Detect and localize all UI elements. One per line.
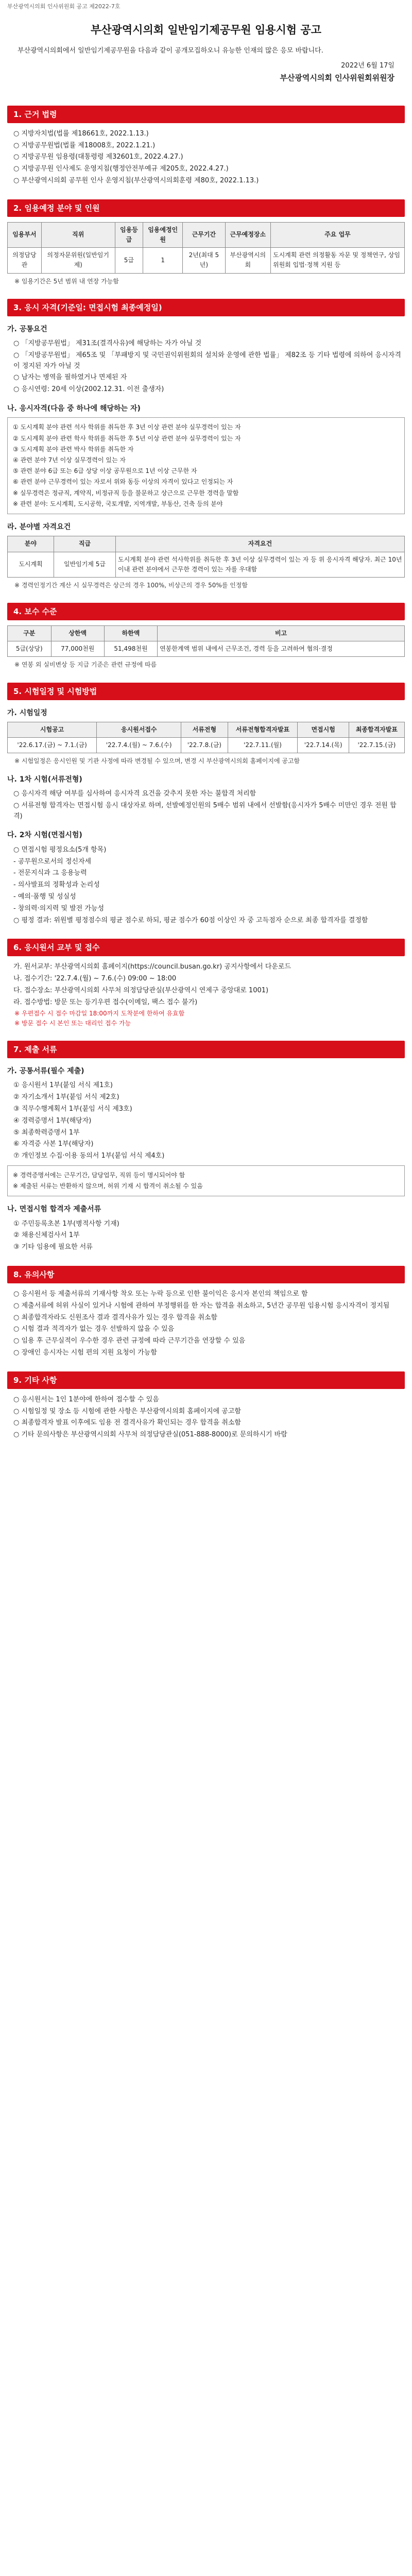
section-application-heading: 6. 응시원서 교부 및 접수 [7,939,405,956]
interview-heading: 다. 2차 시험(면접시험) [7,831,82,840]
list-item: ○ 최종합격자 발표 이후에도 임용 전 결격사유가 확인되는 경우 합격을 취소함 [13,1419,241,1427]
list-item: ④ 관련 분야 7년 이상 실무경력이 있는 자 [13,456,126,464]
issuing-organization: 부산광역시의회 인사위원회위원장 [280,73,394,82]
list-item: ○ 「지방공무원법」 제31조(결격사유)에 해당하는 자가 아닐 것 [13,340,202,348]
list-item: ○ 응시자격 해당 여부를 심사하여 응시자격 요건을 갖추지 못한 자는 불합격 처리함 [13,790,256,798]
table-cell: '22.7.15.(금) [349,738,404,753]
list-item: ① 도시계획 분야 관련 석사 학위를 취득한 후 3년 이상 관련 분야 실무경력이 있는 자 [13,423,241,431]
application-list [7,961,405,1008]
table-cell: '22.7.4.(월) ~ 7.6.(수) [97,738,181,753]
list-item: ○ 최종합격자라도 신원조사 결과 결격사유가 있는 경우 합격을 취소함 [13,1313,218,1321]
interview-list [7,844,405,927]
list-item: 라. 접수방법: 방문 또는 등기우편 접수(이메일, 팩스 접수 불가) [13,998,198,1006]
table-header: 근무예정장소 [225,222,270,247]
page-title: 부산광역시의회 일반임기제공무원 임용시험 공고 [91,23,321,36]
table-header: 임용등급 [115,222,143,247]
list-item: ○ 응시원서 등 제출서류의 기재사항 착오 또는 누락 등으로 인한 불이익은 응시자 본인의 책임으로 함 [13,1290,308,1298]
list-item: ○ 지방공무원 임용령(대통령령 제32601호, 2022.4.27.) [13,153,183,161]
table-cell: 연봉한계액 범위 내에서 근무조건, 경력 등을 고려하여 협의·결정 [158,641,405,657]
table-cell: 5급 [115,248,143,273]
table-cell: 의정자문위원(일반임기제) [41,248,115,273]
table-cell: 51,498천원 [104,641,157,657]
final-documents-heading: 나. 면접시험 합격자 제출서류 [7,1205,101,1214]
table-header: 비고 [158,626,405,641]
intro-text: 부산광역시의회에서 일반임기제공무원을 다음과 같이 공개모집하오니 유능한 인재의 많은 응모 바랍니다. [18,47,323,55]
common-requirements-list [7,338,405,396]
list-item: ○ 지방공무원법(법률 제18008호, 2022.1.21.) [13,141,156,149]
table-header: 임용예정인원 [143,222,183,247]
section-schedule-heading: 5. 시험일정 및 시험방법 [7,683,405,700]
list-item: ③ 직무수행계획서 1부(붙임 서식 제3호) [13,1105,132,1113]
list-item: ※ 경력증명서에는 근무기간, 담당업무, 직위 등이 명시되어야 함 [13,1171,185,1179]
table-header: 하한액 [104,626,157,641]
list-item: ④ 경력증명서 1부(해당자) [13,1116,92,1125]
list-item: ○ 서류전형 합격자는 면접시험 응시 대상자로 하며, 선발예정인원의 5배수 범위 내에서 선발함(응시자가 5배수 미만인 경우 전원 합격) [13,801,397,820]
table-header: 서류전형 [181,722,228,738]
list-item: - 공무원으로서의 정신자세 [13,857,92,866]
table-header: 주요 업무 [271,222,405,247]
cautions-list [7,1289,405,1359]
table-cell: 2년(최대 5년) [183,248,225,273]
list-item: ⑦ 개인정보 수집·이용 동의서 1부(붙임 서식 제4호) [13,1152,165,1160]
notice-number: 부산광역시의회 인사위원회 공고 제2022-7호 [7,3,121,10]
section-eligibility-heading: 3. 응시 자격(기준일: 면접시험 최종예정일) [7,299,405,316]
list-item: ○ 응시연령: 20세 이상(2002.12.31. 이전 출생자) [13,385,164,394]
list-item: ○ 남자는 병역을 필하였거나 면제된 자 [13,374,127,382]
table-cell: 77,000천원 [51,641,104,657]
list-item: ○ 면접시험 평정요소(5개 항목) [13,845,107,854]
list-item: - 전문지식과 그 응용능력 [13,869,87,877]
table-row [8,641,405,657]
list-item: ③ 기타 임용에 필요한 서류 [13,1243,93,1251]
table-cell: '22.6.17.(금) ~ 7.1.(금) [8,738,97,753]
table-row [8,248,405,273]
field-requirements-note: ※ 경력인정기간 계산 시 실무경력은 상근의 경우 100%, 비상근의 경우 50%를 인정함 [14,581,248,589]
other-list [7,1394,405,1441]
qualification-heading: 나. 응시자격(다음 중 하나에 해당하는 자) [7,404,141,413]
table-header: 서류전형합격자발표 [228,722,298,738]
list-item: ③ 도시계획 분야 관련 박사 학위를 취득한 자 [13,445,134,453]
application-note: ※ 방문 접수 시 본인 또는 대리인 접수 가능 [14,1019,131,1027]
list-item: ② 채용신체검사서 1부 [13,1231,80,1240]
list-item: ○ 평정 결과: 위원별 평정점수의 평균 점수로 하되, 평균 점수가 60점 이상인 자 중 고득점자 순으로 최종 합격자를 결정함 [13,916,368,924]
document-screening-list [7,788,405,822]
list-item: ⑥ 관련 분야 근무경력이 있는 자로서 위와 동등 이상의 자격이 있다고 인정되는 자 [13,478,233,486]
section-salary-heading: 4. 보수 수준 [7,603,405,620]
table-header: 최종합격자발표 [349,722,404,738]
section-cautions-heading: 8. 유의사항 [7,1266,405,1283]
section-positions-heading: 2. 임용예정 분야 및 인원 [7,199,405,217]
table-header: 임용부서 [8,222,42,247]
list-item: - 의사발표의 정확성과 논리성 [13,881,100,889]
table-header: 시험공고 [8,722,97,738]
table-cell: 부산광역시의회 [225,248,270,273]
list-item: ※ 실무경력은 정규직, 계약직, 비정규직 등을 불문하고 상근으로 근무한 경력을 말함 [13,489,239,497]
list-item: ○ 제출서류에 허위 사실이 있거나 시험에 관하여 부정행위를 한 자는 합격을 취소하고, 5년간 공무원 임용시험 응시자격이 정지됨 [13,1301,390,1310]
salary-table [7,625,405,657]
table-cell: 1 [143,248,183,273]
table-row [8,738,405,753]
list-item: ○ 응시원서는 1인 1분야에 한하여 접수할 수 있음 [13,1395,159,1403]
table-header: 자격요건 [116,536,405,552]
positions-note: ※ 임용기간은 5년 범위 내 연장 가능함 [14,277,119,285]
table-row [8,552,405,577]
section-other-heading: 9. 기타 사항 [7,1371,405,1389]
list-item: ○ 부산광역시의회 공무원 인사 운영지침(부산광역시의회훈령 제80호, 2022.1.13.) [13,176,259,184]
table-header: 응시원서접수 [97,722,181,738]
list-item: 가. 원서교부: 부산광역시의회 홈페이지(https://council.busan.go.kr) 공지사항에서 다운로드 [13,963,291,971]
list-item: - 창의력·의지력 및 발전 가능성 [13,904,105,912]
final-documents-list [7,1218,405,1253]
list-item: ○ 장애인 응시자는 시험 편의 지원 요청이 가능함 [13,1349,157,1357]
schedule-note: ※ 시험일정은 응시인원 및 기관 사정에 따라 변경될 수 있으며, 변경 시 부산광역시의회 홈페이지에 공고함 [14,757,300,765]
document-screening-heading: 나. 1차 시험(서류전형) [7,775,82,784]
common-requirements-heading: 가. 공통요건 [7,325,47,333]
list-item: ○ 임용 후 근무실적이 우수한 경우 관련 규정에 따라 근무기간을 연장할 수 있음 [13,1337,246,1345]
list-item: ○ 지방자치법(법률 제18661호, 2022.1.13.) [13,129,149,138]
table-header: 면접시험 [298,722,349,738]
field-requirements-heading: 라. 분야별 자격요건 [7,522,71,531]
list-item: ① 응시원서 1부(붙임 서식 제1호) [13,1081,113,1090]
schedule-table [7,722,405,753]
list-item: ○ 시험일정 및 장소 등 시험에 관한 사항은 부산광역시의회 홈페이지에 공고함 [13,1407,241,1415]
list-item: ※ 제출된 서류는 반환하지 않으며, 허위 기재 시 합격이 취소될 수 있음 [13,1182,203,1190]
list-item: ○ 기타 문의사항은 부산광역시의회 사무처 의정담당관실(051-888-8000)로 문의하시기 바람 [13,1431,287,1439]
list-item: ○ 지방공무원 인사제도 운영지침(행정안전부예규 제205호, 2022.4.27.) [13,165,229,173]
list-item: ⑤ 관련 분야 6급 또는 6급 상당 이상 공무원으로 1년 이상 근무한 자 [13,467,197,475]
positions-table [7,222,405,274]
documents-notice-box [7,1165,405,1196]
list-item: 다. 접수장소: 부산광역시의회 사무처 의정담당관실(부산광역시 연제구 중앙대로 1001) [13,986,269,994]
salary-note: ※ 연봉 외 실비변상 등 지급 기준은 관련 규정에 따름 [14,661,157,669]
list-item: ⑥ 자격증 사본 1부(해당자) [13,1140,94,1148]
qualification-box [7,417,405,514]
table-cell: 도시계획 관련 의정활동 자문 및 정책연구, 상임위원회 입법·정책 지원 등 [271,248,405,273]
table-header: 직위 [41,222,115,247]
table-header: 근무기간 [183,222,225,247]
table-cell: 도시계획 분야 관련 석사학위를 취득한 후 3년 이상 실무경력이 있는 자 등 위 응시자격 해당자. 최근 10년 이내 관련 분야에서 근무한 경력이 있는 자를 우대함 [116,552,405,577]
list-item: ① 주민등록초본 1부(병적사항 기재) [13,1219,119,1228]
table-cell: '22.7.14.(목) [298,738,349,753]
section-documents-heading: 7. 제출 서류 [7,1041,405,1058]
list-item: ② 자기소개서 1부(붙임 서식 제2호) [13,1093,119,1101]
application-note: ※ 우편접수 시 접수 마감일 18:00까지 도착분에 한하여 유효함 [14,1009,185,1017]
schedule-subheading: 가. 시험일정 [7,708,47,717]
table-header: 분야 [8,536,54,552]
section-legal-basis-heading: 1. 근거 법령 [7,106,405,123]
list-item: ○ 시험 결과 적격자가 없는 경우 선발하지 않을 수 있음 [13,1325,175,1333]
table-cell: '22.7.8.(금) [181,738,228,753]
legal-basis-list [7,128,405,187]
list-item: ※ 관련 분야: 도시계획, 도시공학, 국토개발, 지역개발, 부동산, 건축 등의 분야 [13,500,223,507]
list-item: ② 도시계획 분야 관련 학사 학위를 취득한 후 5년 이상 관련 분야 실무경력이 있는 자 [13,434,241,442]
announcement-date: 2022년 6월 17일 [341,61,394,70]
list-item: 나. 접수기간: '22.7.4.(월) ~ 7.6.(수) 09:00 ~ 18:00 [13,975,177,983]
table-header: 상한액 [51,626,104,641]
table-cell: 일반임기제 5급 [54,552,116,577]
table-cell: 도시계획 [8,552,54,577]
table-header: 구분 [8,626,52,641]
table-cell: 5급(상당) [8,641,52,657]
common-documents-list [7,1080,405,1162]
common-documents-heading: 가. 공통서류(필수 제출) [7,1066,84,1075]
list-item: ⑤ 최종학력증명서 1부 [13,1128,80,1137]
table-cell: '22.7.11.(월) [228,738,298,753]
list-item: - 예의·품행 및 성실성 [13,892,76,901]
table-cell: 의정담당관 [8,248,42,273]
list-item: ○ 「지방공무원법」 제65조 및 「부패방지 및 국민권익위원회의 설치와 운영에 관한 법률」 제82조 등 기타 법령에 의하여 응시자격이 정지된 자가 아닐 것 [13,351,401,370]
field-requirements-table [7,536,405,578]
table-header: 직급 [54,536,116,552]
